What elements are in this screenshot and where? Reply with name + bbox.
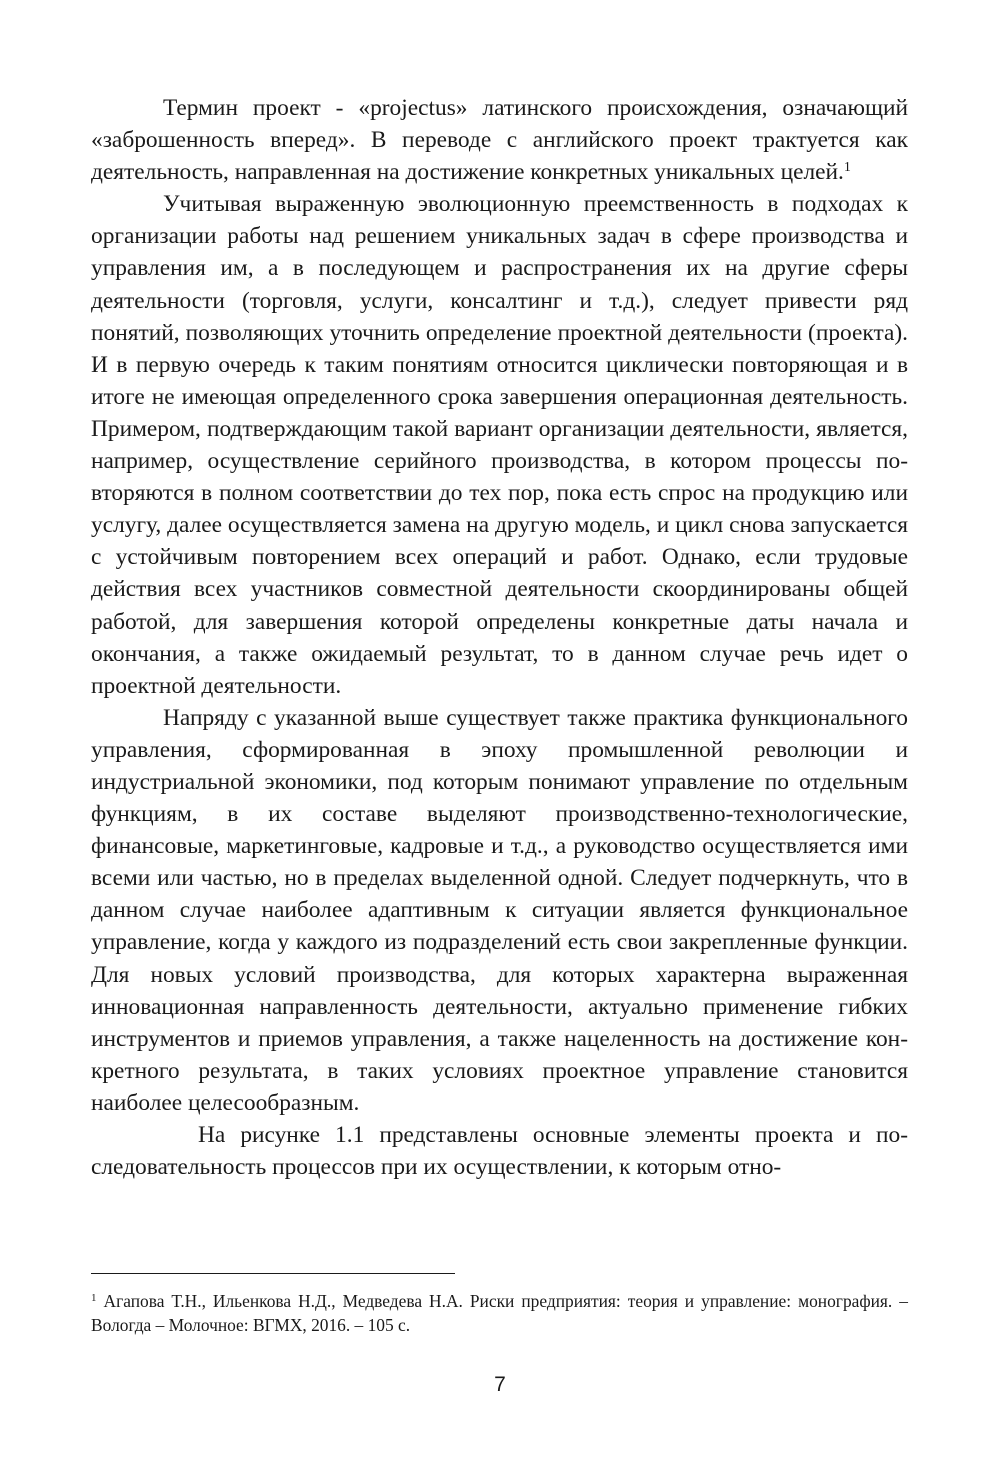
footnote-text: Агапова Т.Н., Ильенкова Н.Д., Медведева Н.А. Риски предприятия: теория и управление: монография. – Вологда – Молочное: ВГМХ, 2016. – 105 с. [91, 1291, 908, 1335]
paragraph-3: Напряду с указанной выше существует также практика функционального управления, сформированная в эпоху промышленной революции и индустриальной экономики, под которым понимают управление по отдельным функциям, в их составе выделяют производственно-технологические, финансовые, маркетинговые, кадровые и т.д., а руководство осуществляется ими всеми или частью, но в пределах выделенной одной. Следует подчеркнуть, что в данном случае наиболее адаптивным к ситуации является функциональное управление, когда у каждого из подразделений есть свои закрепленные функции. Для новых условий производства, для которых характерна выраженная инновационная направленность деятельности, актуально применение гибких инструментов и приемов управления, а также нацеленность на достижение конкретного результата, в таких условиях проектное управление становится наиболее целесообразным. [91, 704, 908, 1116]
paragraph-1 [91, 92, 908, 188]
footnote [91, 1289, 908, 1337]
paragraph-1-text: Термин проект - «projectus» латинского происхождения, означающий «заброшенность вперед». В переводе с английского проект трактуется как деятельность, направленная на достижение конкретных уникальных целей. [91, 95, 908, 186]
paragraph-2: Учитывая выраженную эволюционную преемственность в подходах к организации работы над решением уникальных задач в сфере производства и управления им, а в последующем и распространения их на другие сферы деятельности (торговля, услуги, консалтинг и т.д.), следует привести ряд понятий, позволяющих уточнить определение проектной деятельности (проекта). И в первую очередь к таким понятиям относится циклически повторяющая и в итоге не имеющая определенного срока завершения операционная деятельность. Примером, подтверждающим такой вариант организации деятельности, является, например, осуществление серийного производства, в котором процессы повторяются в полном соответствии до тех пор, пока есть спрос на продукцию или услугу, далее осуществляется замена на другую модель, и цикл снова запускается с устойчивым повторением всех операций и работ. Однако, если трудовые действия всех участников совместной деятельности скоординированы общей работой, для завершения которой определены конкретные даты начала и окончания, а также ожидаемый результат, то в данном случае речь идет о проектной деятельности. [91, 191, 908, 699]
paragraph-4: На рисунке 1.1 представлены основные элементы проекта и последовательность процессов при их осуществлении, к которым отно- [91, 1122, 908, 1181]
page-number: 7 [494, 1373, 506, 1396]
footnote-separator [91, 1273, 455, 1274]
body-text [91, 92, 908, 1183]
footnote-reference[interactable]: 1 [843, 160, 851, 176]
footnote-mark: 1 [91, 1292, 97, 1304]
